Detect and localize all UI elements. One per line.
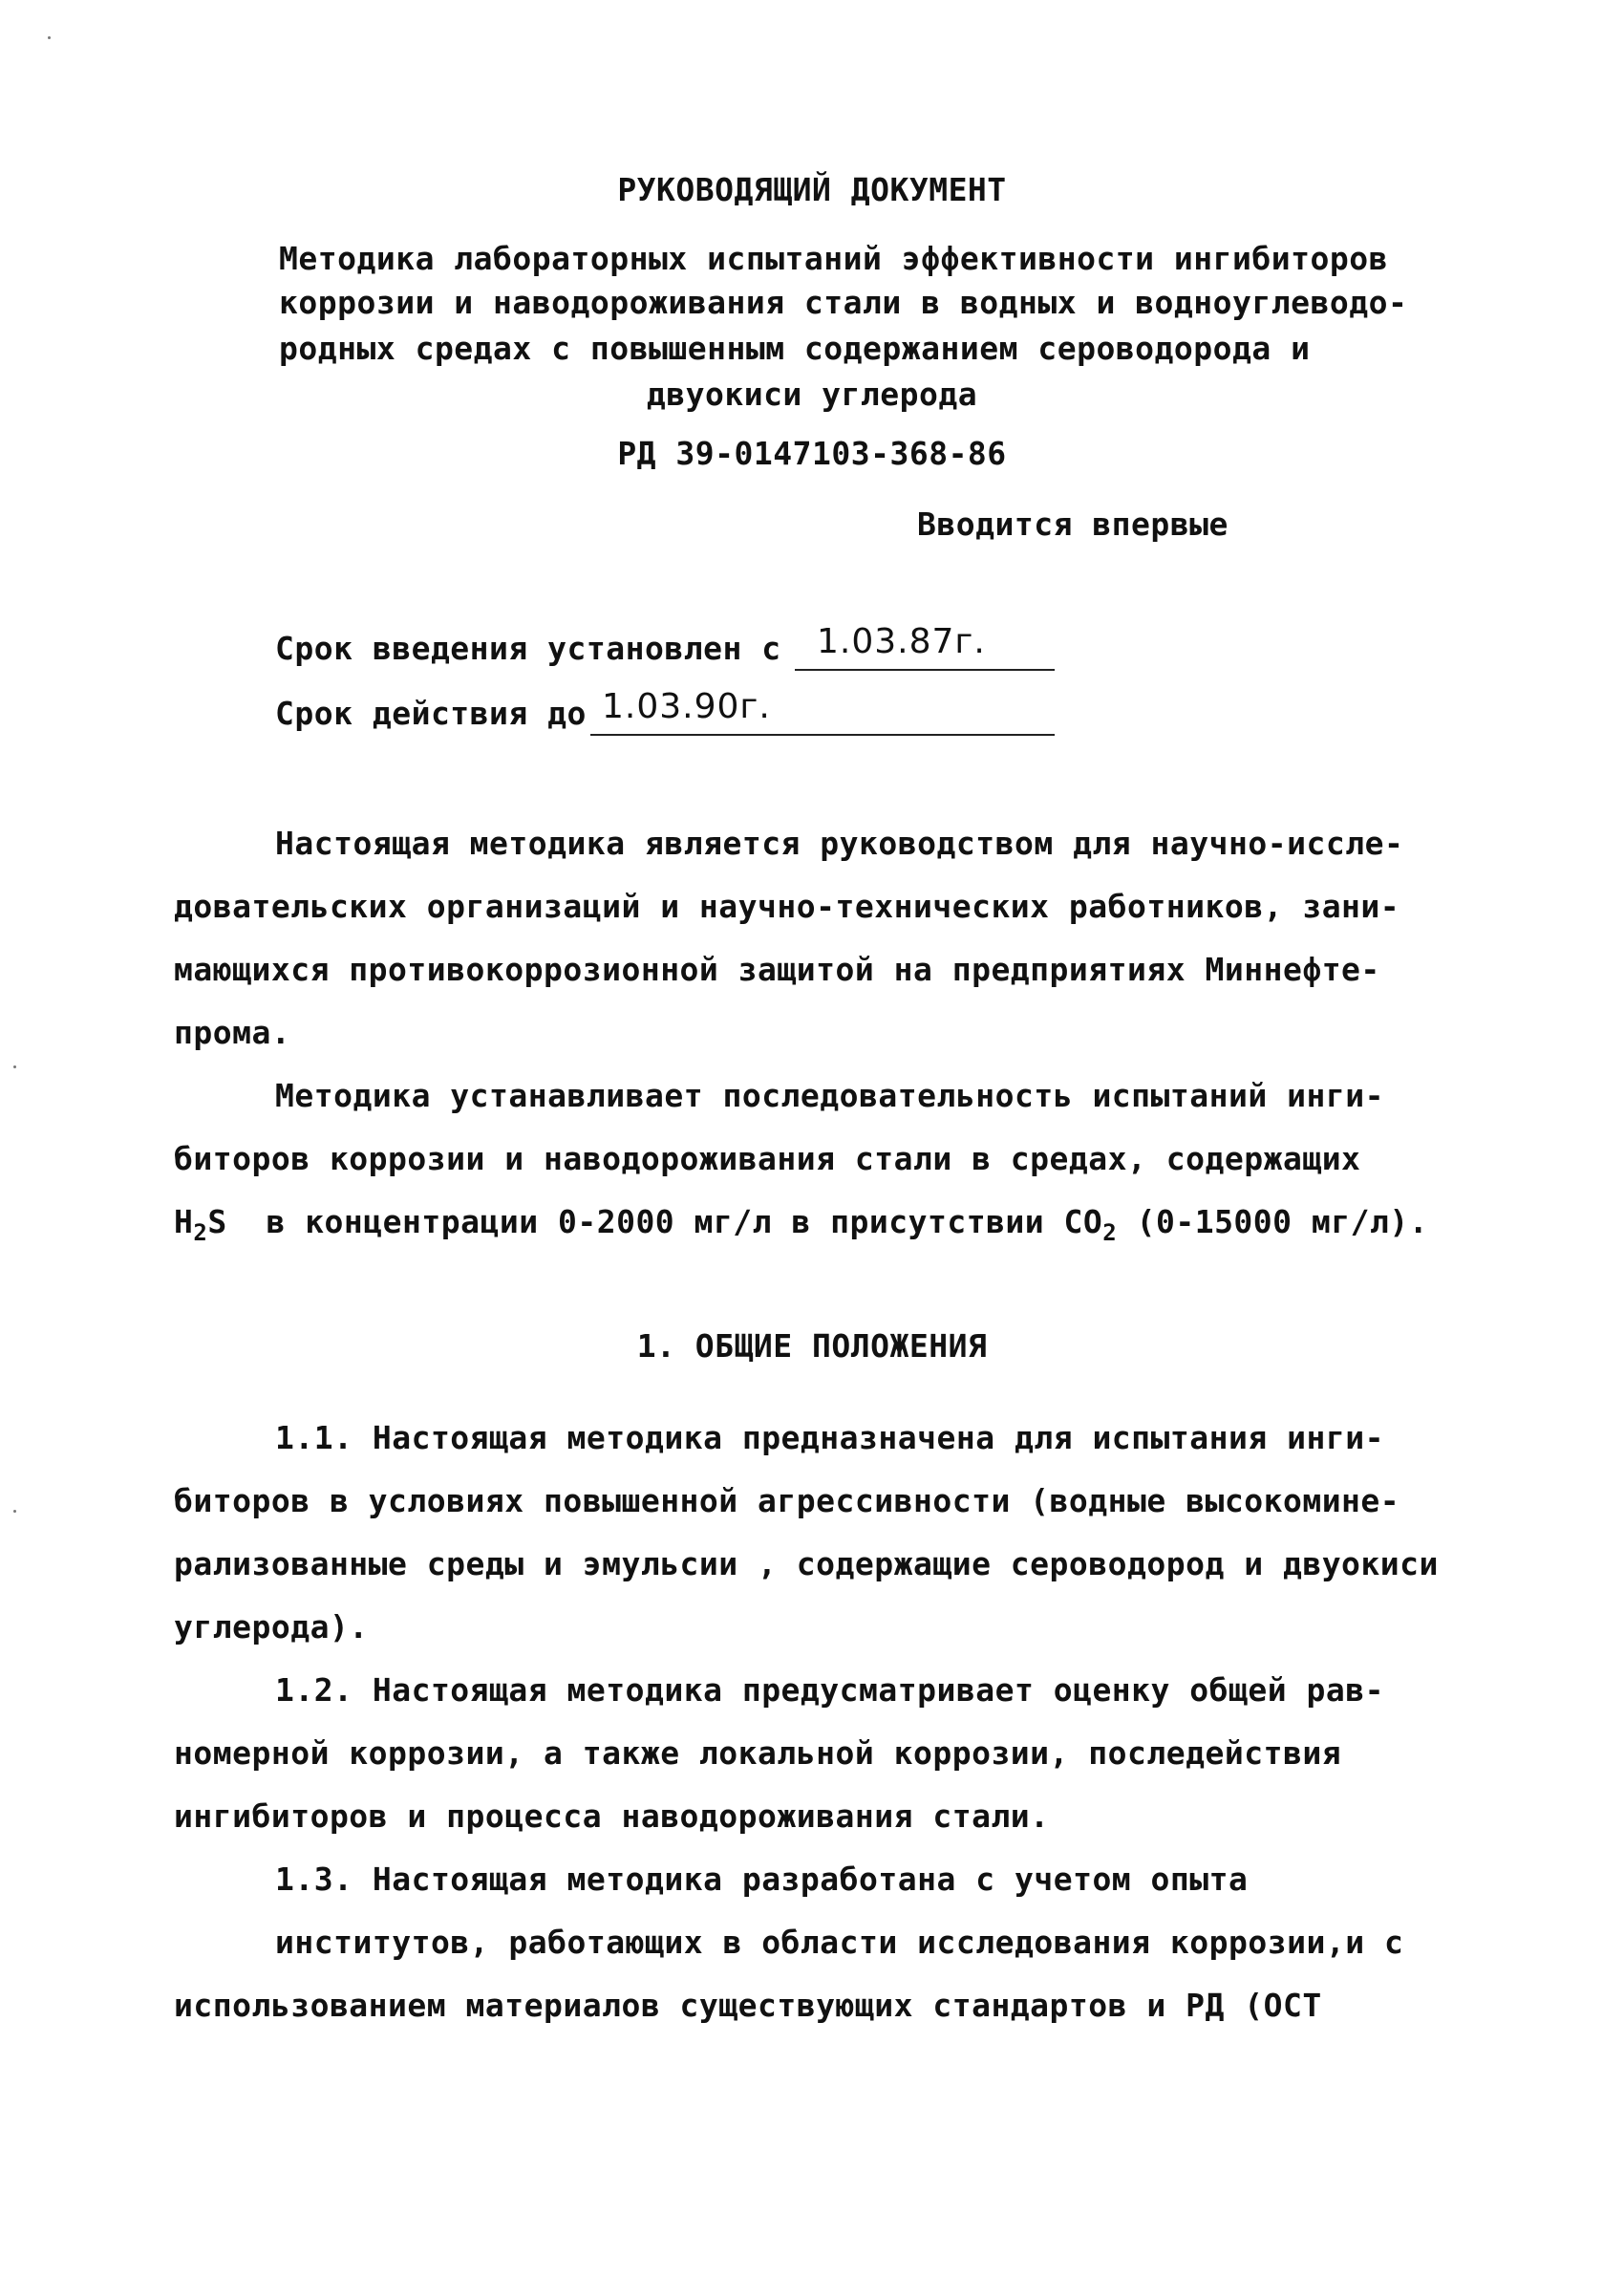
intro-date-value: 1.03.87г. xyxy=(817,622,986,661)
item-1-2-line-3: ингибиторов и процесса наводороживания стали. xyxy=(174,1797,1050,1835)
item-1-1-line-2: биторов в условиях повышенной агрессивности (водные высокомине- xyxy=(174,1482,1400,1519)
document-type: РУКОВОДЯЩИЙ ДОКУМЕНТ xyxy=(617,171,1007,208)
scan-speck xyxy=(13,1065,16,1068)
preamble-p1-line-3: мающихся противокоррозионной защитой на предприятиях Миннефте- xyxy=(174,951,1380,988)
h2s-formula: $H_2S$ xyxy=(174,1203,227,1246)
document-code: РД 39-0147103-368-86 xyxy=(617,435,1007,472)
preamble-p1-line-4: прома. xyxy=(174,1014,291,1051)
concentration-text: в концентрации 0-2000 мг/л в присутствии CO xyxy=(266,1203,1103,1240)
valid-date-value: 1.03.90г. xyxy=(602,687,771,726)
item-1-3-line-1: 1.3. Настоящая методика разработана с учетом опыта xyxy=(275,1861,1249,1898)
item-1-1-line-4: углерода). xyxy=(174,1608,369,1645)
preamble-p2-line-2: биторов коррозии и наводороживания стали в средах, содержащих xyxy=(174,1140,1361,1177)
introduced-note: Вводится впервые xyxy=(917,505,1229,543)
scan-speck xyxy=(13,1510,16,1513)
co2-range: (0-15000 мг/л). xyxy=(1136,1203,1429,1240)
intro-date-underline xyxy=(795,669,1055,671)
title-line-1: Методика лабораторных испытаний эффективности ингибиторов xyxy=(279,240,1388,277)
item-1-2-line-2: номерной коррозии, а также локальной коррозии, последействия xyxy=(174,1734,1342,1772)
item-1-3-line-2: институтов, работающих в области исследования коррозии,и с xyxy=(275,1924,1404,1961)
title-line-2: коррозии и наводороживания стали в водных и водноуглеводо- xyxy=(279,284,1408,321)
preamble-p2-line-3 xyxy=(174,1203,1429,1246)
title-line-4: двуокиси углерода xyxy=(646,376,978,413)
co2-subscript: 2 xyxy=(1102,1219,1118,1246)
preamble-p1-line-1: Настоящая методика является руководством для научно-иссле- xyxy=(275,825,1404,862)
intro-date-label: Срок введения установлен с xyxy=(275,630,781,667)
valid-date-label: Срок действия до xyxy=(275,695,587,732)
item-1-3-line-3: использованием материалов существующих стандартов и РД (ОСТ xyxy=(174,1987,1322,2024)
valid-date-underline xyxy=(590,734,1055,736)
scan-speck xyxy=(48,36,51,39)
title-line-3: родных средах с повышенным содержанием сероводорода и xyxy=(279,330,1311,367)
section-heading: 1. ОБЩИЕ ПОЛОЖЕНИЯ xyxy=(636,1327,988,1365)
preamble-p1-line-2: довательских организаций и научно-технических работников, зани- xyxy=(174,888,1400,925)
preamble-p2-line-1: Методика устанавливает последовательность испытаний инги- xyxy=(275,1077,1384,1114)
item-1-2-line-1: 1.2. Настоящая методика предусматривает оценку общей рав- xyxy=(275,1671,1384,1709)
item-1-1-line-3: рализованные среды и эмульсии , содержащие сероводород и двуокиси xyxy=(174,1545,1439,1582)
item-1-1-line-1: 1.1. Настоящая методика предназначена для испытания инги- xyxy=(275,1419,1384,1456)
